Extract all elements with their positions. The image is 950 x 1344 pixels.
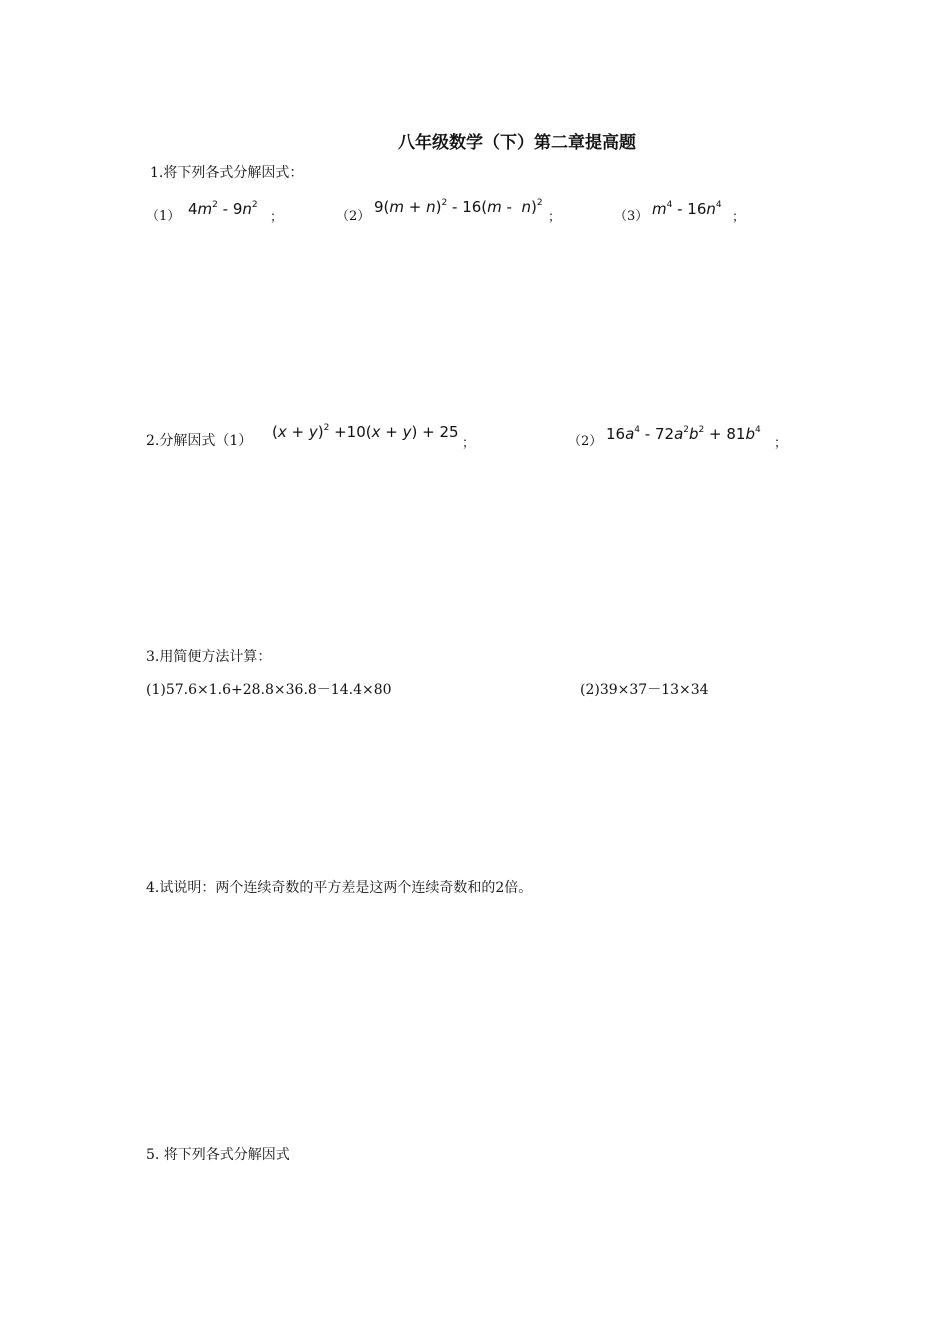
q1-item1-end: ； xyxy=(270,210,284,225)
q1-item2-expr: $9(m + n)^2 - 16(m - n)^2$ xyxy=(374,198,543,216)
q4-heading: 4.试说明：两个连续奇数的平方差是这两个连续奇数和的2倍。 xyxy=(146,880,533,896)
q3-item1: (1)57.6×1.6+28.8×36.8－14.4×80 xyxy=(146,682,392,698)
q2-item2-end: ； xyxy=(774,436,788,451)
q2-item2-expr: $16a^4 - 72a^2b^2 + 81b^4$ xyxy=(606,425,761,443)
q5-heading: 5. 将下列各式分解因式 xyxy=(146,1147,290,1163)
q1-item3-expr: $m^4 - 16n^4$ xyxy=(652,200,722,218)
q1-heading: 1.将下列各式分解因式： xyxy=(150,165,304,181)
q3-item2: (2)39×37－13×34 xyxy=(580,682,709,698)
q2-item1-end: ； xyxy=(462,436,476,451)
q1-item3-end: ； xyxy=(732,210,746,225)
q3-heading: 3.用简便方法计算： xyxy=(146,649,272,665)
q1-item1-expr: $4m^2 - 9n^2$ xyxy=(188,200,258,218)
q1-item1-label: （1） xyxy=(146,209,181,224)
q1-item2-label: （2） xyxy=(336,209,371,224)
page-title: 八年级数学（下）第二章提高题 xyxy=(398,133,636,153)
q2-item2-label: （2） xyxy=(568,434,603,449)
q1-item2-end: ； xyxy=(548,210,562,225)
q1-item3-label: （3） xyxy=(614,209,649,224)
q2-heading: 2.分解因式（1） xyxy=(146,433,253,449)
q2-item1-expr: $(x + y)^2 +10(x + y) + 25$ xyxy=(272,423,459,441)
